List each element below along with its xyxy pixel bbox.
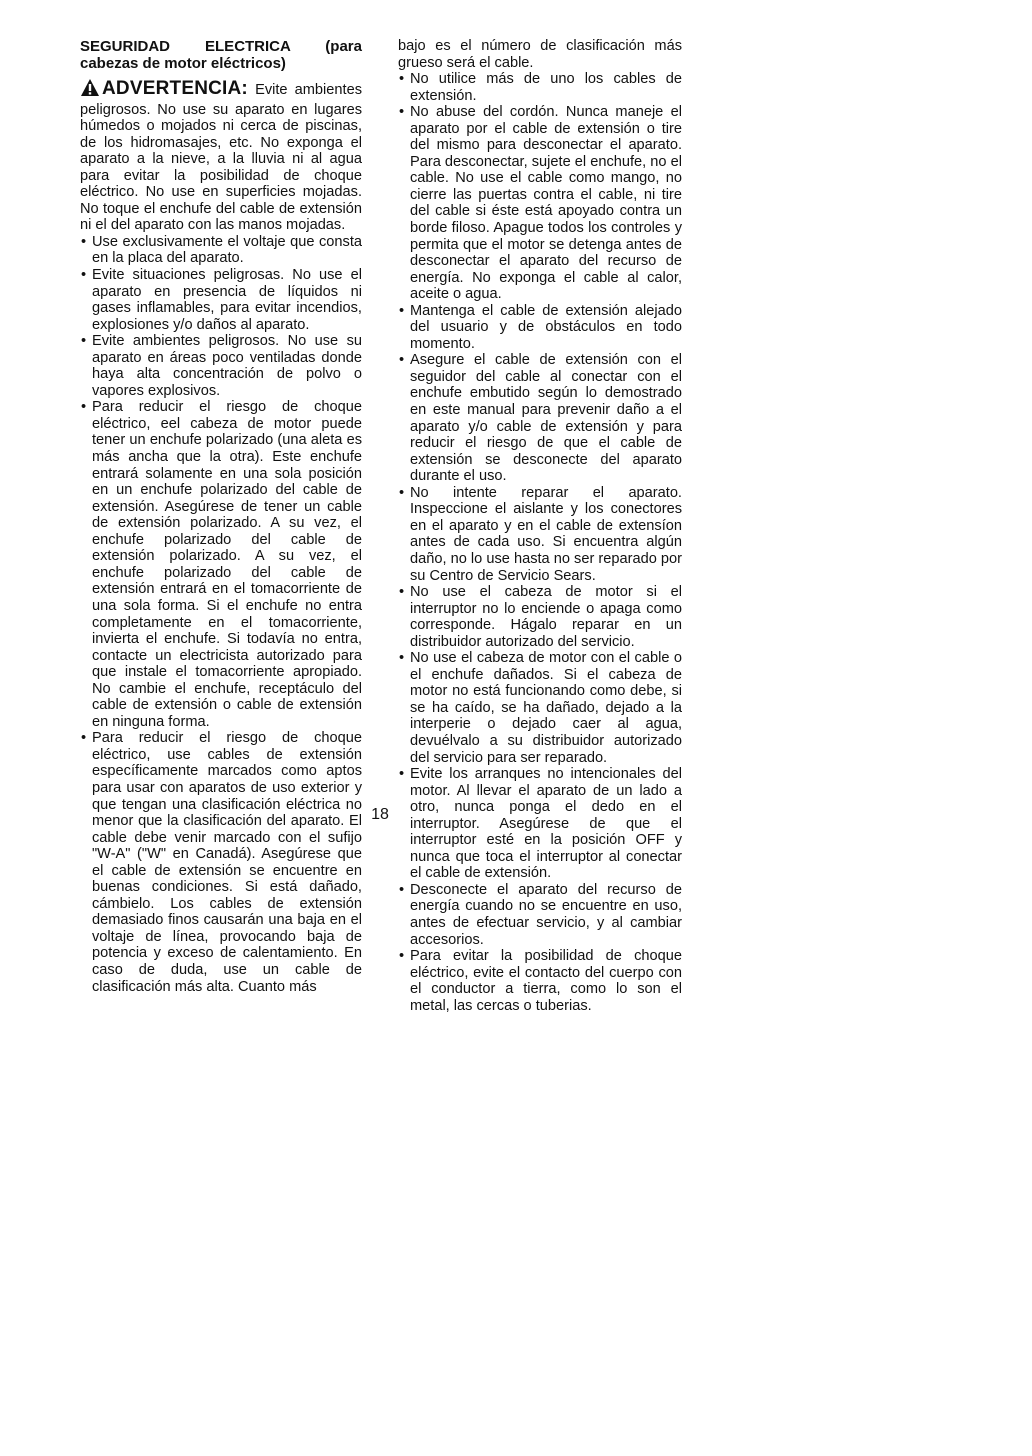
- list-item: • No intente reparar el aparato. Inspeccione el aislante y los conectores en el aparato y en el cable de extensíon antes de cada uso. Si encuentra algún daño, no lo use hasta no ser reparado por su Centro de Servicio Sears.: [399, 484, 682, 584]
- warning-triangle-icon: [80, 78, 100, 102]
- warning-text: Evite ambientes peligrosos. No use su aparato en lugares húmedos o mojados ni cerca de piscinas, de los hidromasajes, etc. No exponga el aparato a la nieve, a la lluvia ni al agua para evitar la posibilidad de choque eléctrico. No use en superficies mojadas. No toque el enchufe del cable de extensión ni el del aparato con las manos mojadas.: [80, 82, 362, 234]
- bullet-icon: •: [81, 399, 87, 416]
- right-bullet-list: [398, 71, 682, 1014]
- left-column: [80, 38, 362, 995]
- list-item: • Para evitar la posibilidad de choque eléctrico, evite el contacto del cuerpo con el conductor a tierra, como lo son el metal, las cercas o tuberias.: [399, 948, 682, 1014]
- bullet-icon: •: [399, 766, 405, 783]
- list-item: • Evite situaciones peligrosas. No use el aparato en presencia de líquidos ni gases inflamables, para evitar incendios, explosiones y/o daños al aparato.: [81, 267, 362, 333]
- section-heading: SEGURIDAD ELECTRICA (para cabezas de motor eléctricos): [80, 38, 362, 72]
- bullet-icon: •: [399, 650, 405, 667]
- list-item: • No use el cabeza de motor con el cable o el enchufe dañados. Si el cabeza de motor no está funcionando como debe, si se ha caído, se ha dañado, dejado a la interperie o dejado caer al agua, devuélvalo a su distribuidor autorizado del servicio para ser reparado.: [399, 650, 682, 766]
- list-item: • No use el cabeza de motor si el interruptor no lo enciende o apaga como corresponde. Hágalo reparar en un distribuidor autorizado del servicio.: [399, 584, 682, 650]
- bullet-icon: •: [81, 730, 87, 747]
- bullet-icon: •: [81, 233, 87, 250]
- list-item: • Para reducir el riesgo de choque eléctrico, eel cabeza de motor puede tener un enchufe polarizado (una aleta es más ancha que la otra). Este enchufe entrará solamente en una sola posición en un enchufe polarizado del cable de extensión. Asegúrese de tener un cable de extensión polarizado. A su vez, el enchufe polarizado del cable de extensión polarizado. A su vez, el enchufe polarizado del cable de extensión entrará en el tomacorriente de una sola forma. Si el enchufe no entra completamente en el tomacorriente, invierta el enchufe. Si todavía no entra, contacte un electricista autorizado para que instale el tomacorriente apropiado. No cambie el enchufe, receptáculo del cable de extensión o cable de extensión en ninguna forma.: [81, 399, 362, 730]
- bullet-icon: •: [399, 302, 405, 319]
- list-item: • Evite ambientes peligrosos. No use su aparato en áreas poco ventiladas donde haya alta concentración de polvo o vapores explosivos.: [81, 333, 362, 399]
- right-column: [398, 38, 682, 1014]
- list-item: • Para reducir el riesgo de choque eléctrico, use cables de extensión específicamente marcados como aptos para usar con aparatos de uso exterior y que tengan una clasificación eléctrica no menor que la clasificación del aparato. El cable debe venir marcado con el sufijo "W-A" ("W" en Canadá). Asegúrese que el cable de extensión se encuentre en buenas condiciones. Si está dañado, cámbielo. Los cables de extensión demasiado finos causarán una baja en el voltaje de línea, provocando baja de potencia y exceso de calentamiento. En caso de duda, use un cable de clasificación más alta. Cuanto más: [81, 730, 362, 995]
- warning-title: ADVERTENCIA:: [102, 78, 248, 99]
- list-item: • No abuse del cordón. Nunca maneje el aparato por el cable de extensión o tire del mismo para desconectar el aparato. Para desconectar, sujete el enchufe, no el cable. No use el cable como mango, no cierre las puertas contra el cable, ni tire del cable si éste está apoyado contra un borde filoso. Apague todos los controles y permita que el motor se detenga antes de desconectar el aparato del recurso de energía. No exponga el cable al calor, aceite o agua.: [399, 104, 682, 303]
- page-number: 18: [371, 806, 389, 823]
- list-item: • Use exclusivamente el voltaje que consta en la placa del aparato.: [81, 233, 362, 267]
- bullet-icon: •: [81, 333, 87, 350]
- continuation-text: bajo es el número de clasificación más grueso será el cable.: [398, 38, 682, 71]
- list-item: • Asegure el cable de extensión con el seguidor del cable al conectar con el enchufe embutido según lo demostrado en este manual para prevenir daño a el aparato y/o cable de extensión y para reducir el riesgo de que el cable de extensión se desconecte del aparato durante el uso.: [399, 352, 682, 485]
- bullet-icon: •: [399, 881, 405, 898]
- bullet-icon: •: [81, 267, 87, 284]
- list-item: • No utilice más de uno los cables de extensión.: [399, 71, 682, 104]
- left-bullet-list: [80, 234, 362, 995]
- list-item: • Evite los arranques no intencionales del motor. Al llevar el aparato de un lado a otro, nunca ponga el dedo en el interruptor. Asegúrese de que el interruptor esté en la posición OFF y nunca que toca el interruptor al conectar el cable de extensión.: [399, 766, 682, 882]
- list-item: • Mantenga el cable de extensión alejado del usuario y de obstáculos en todo momento.: [399, 302, 682, 352]
- bullet-icon: •: [399, 948, 405, 965]
- bullet-icon: •: [399, 484, 405, 501]
- warning-paragraph: [80, 78, 362, 234]
- list-item: • Desconecte el aparato del recurso de energía cuando no se encuentre en uso, antes de efectuar servicio, y al cambiar accesorios.: [399, 881, 682, 948]
- bullet-icon: •: [399, 104, 405, 121]
- bullet-icon: •: [399, 584, 405, 601]
- bullet-icon: •: [399, 71, 405, 88]
- bullet-icon: •: [399, 352, 405, 369]
